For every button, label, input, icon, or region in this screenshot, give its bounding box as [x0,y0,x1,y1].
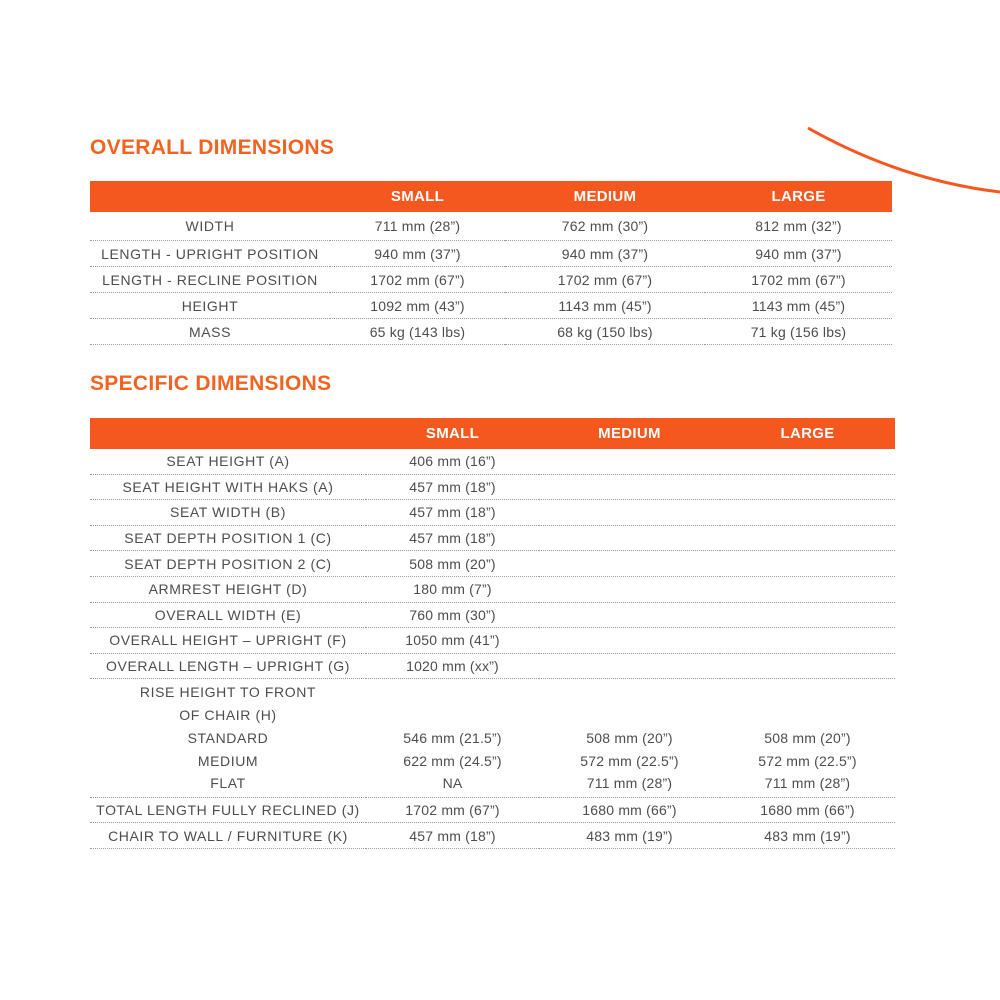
row-label: HEIGHT [90,293,330,319]
cell-small: 1050 mm (41”) [366,628,539,654]
cell-small: 1092 mm (43”) [330,293,505,319]
rise-height-sublabel-medium: MEDIUM [197,752,259,769]
cell-large [720,576,895,602]
rise-height-label-line-2: OF CHAIR (H) [179,707,277,724]
rise-small-standard: 546 mm (21.5”) [403,730,502,747]
table-row [90,241,892,267]
cell-medium: 940 mm (37”) [505,241,705,267]
cell-medium [539,653,720,679]
rise-large-medium: 572 mm (22.5”) [758,752,857,769]
cell-small: 760 mm (30”) [366,602,539,628]
table-row [90,212,892,241]
table-row [90,628,895,654]
cell-small: 457 mm (18”) [366,525,539,551]
cell-small [366,679,539,798]
specific-dimensions-table [90,418,895,849]
overall-dimensions-title: OVERALL DIMENSIONS [90,136,335,159]
row-label: SEAT HEIGHT WITH HAKS (A) [90,474,366,500]
table-row [90,797,895,823]
rise-medium-medium: 572 mm (22.5”) [580,752,679,769]
cell-large: 812 mm (32”) [705,212,892,241]
row-label: SEAT HEIGHT (A) [90,449,366,474]
cell-small: 180 mm (7”) [366,576,539,602]
cell-large [720,500,895,526]
rise-small-flat: NA [442,775,463,792]
cell-medium [539,576,720,602]
rise-medium-flat: 711 mm (28”) [586,775,673,792]
cell-medium [539,474,720,500]
cell-small: 457 mm (18”) [366,474,539,500]
row-label [90,679,366,798]
header-medium: MEDIUM [505,181,705,212]
rise-height-label-line-1: RISE HEIGHT TO FRONT [139,684,317,701]
specific-dimensions-title: SPECIFIC DIMENSIONS [90,372,332,395]
rise-height-sublabel-flat: FLAT [210,775,246,792]
header-small: SMALL [330,181,505,212]
table-row [90,449,895,474]
row-label: ARMREST HEIGHT (D) [90,576,366,602]
rise-height-sublabel-standard: STANDARD [187,730,269,747]
cell-large: 71 kg (156 lbs) [705,319,892,345]
cell-small: 508 mm (20”) [366,551,539,577]
cell-medium [539,679,720,798]
cell-medium [539,551,720,577]
table-row [90,500,895,526]
cell-small: 1702 mm (67”) [366,797,539,823]
table-row [90,551,895,577]
table-row [90,319,892,345]
cell-large: 1702 mm (67”) [705,267,892,293]
table-row-rise-height [90,679,895,798]
cell-large [720,474,895,500]
cell-small: 65 kg (143 lbs) [330,319,505,345]
table-header-row [90,418,895,449]
header-blank [90,418,366,449]
cell-medium [539,628,720,654]
row-label: TOTAL LENGTH FULLY RECLINED (J) [90,797,366,823]
table-row [90,293,892,319]
cell-large: 1680 mm (66”) [720,797,895,823]
table-row [90,267,892,293]
table-row [90,602,895,628]
cell-large [720,551,895,577]
row-label: SEAT DEPTH POSITION 2 (C) [90,551,366,577]
row-label: LENGTH - UPRIGHT POSITION [90,241,330,267]
header-large: LARGE [705,181,892,212]
row-label: SEAT DEPTH POSITION 1 (C) [90,525,366,551]
cell-medium: 762 mm (30”) [505,212,705,241]
cell-large [720,628,895,654]
cell-medium [539,449,720,474]
row-label: WIDTH [90,212,330,241]
rise-medium-standard: 508 mm (20”) [586,730,673,747]
row-label: LENGTH - RECLINE POSITION [90,267,330,293]
header-small: SMALL [366,418,539,449]
row-label: CHAIR TO WALL / FURNITURE (K) [90,823,366,849]
table-row [90,525,895,551]
cell-large: 1143 mm (45”) [705,293,892,319]
cell-medium: 68 kg (150 lbs) [505,319,705,345]
cell-large [720,602,895,628]
cell-medium [539,525,720,551]
cell-large [720,525,895,551]
row-label: MASS [90,319,330,345]
cell-small: 711 mm (28”) [330,212,505,241]
row-label: OVERALL LENGTH – UPRIGHT (G) [90,653,366,679]
overall-dimensions-table [90,181,892,345]
row-label: OVERALL HEIGHT – UPRIGHT (F) [90,628,366,654]
cell-small: 406 mm (16”) [366,449,539,474]
cell-medium: 1143 mm (45”) [505,293,705,319]
rise-large-flat: 711 mm (28”) [764,775,851,792]
cell-large [720,449,895,474]
cell-small: 457 mm (18”) [366,500,539,526]
rise-small-medium: 622 mm (24.5”) [403,752,502,769]
cell-medium: 483 mm (19”) [539,823,720,849]
table-row [90,653,895,679]
cell-small: 457 mm (18”) [366,823,539,849]
table-header-row [90,181,892,212]
row-label: SEAT WIDTH (B) [90,500,366,526]
table-row [90,823,895,849]
table-row [90,576,895,602]
cell-large: 483 mm (19”) [720,823,895,849]
cell-large [720,679,895,798]
rise-large-standard: 508 mm (20”) [764,730,851,747]
header-large: LARGE [720,418,895,449]
cell-medium [539,500,720,526]
table-row [90,474,895,500]
header-medium: MEDIUM [539,418,720,449]
cell-small: 1702 mm (67”) [330,267,505,293]
header-blank [90,181,330,212]
cell-medium [539,602,720,628]
cell-medium: 1702 mm (67”) [505,267,705,293]
cell-small: 1020 mm (xx”) [366,653,539,679]
cell-large: 940 mm (37”) [705,241,892,267]
row-label: OVERALL WIDTH (E) [90,602,366,628]
cell-large [720,653,895,679]
cell-small: 940 mm (37”) [330,241,505,267]
cell-medium: 1680 mm (66”) [539,797,720,823]
